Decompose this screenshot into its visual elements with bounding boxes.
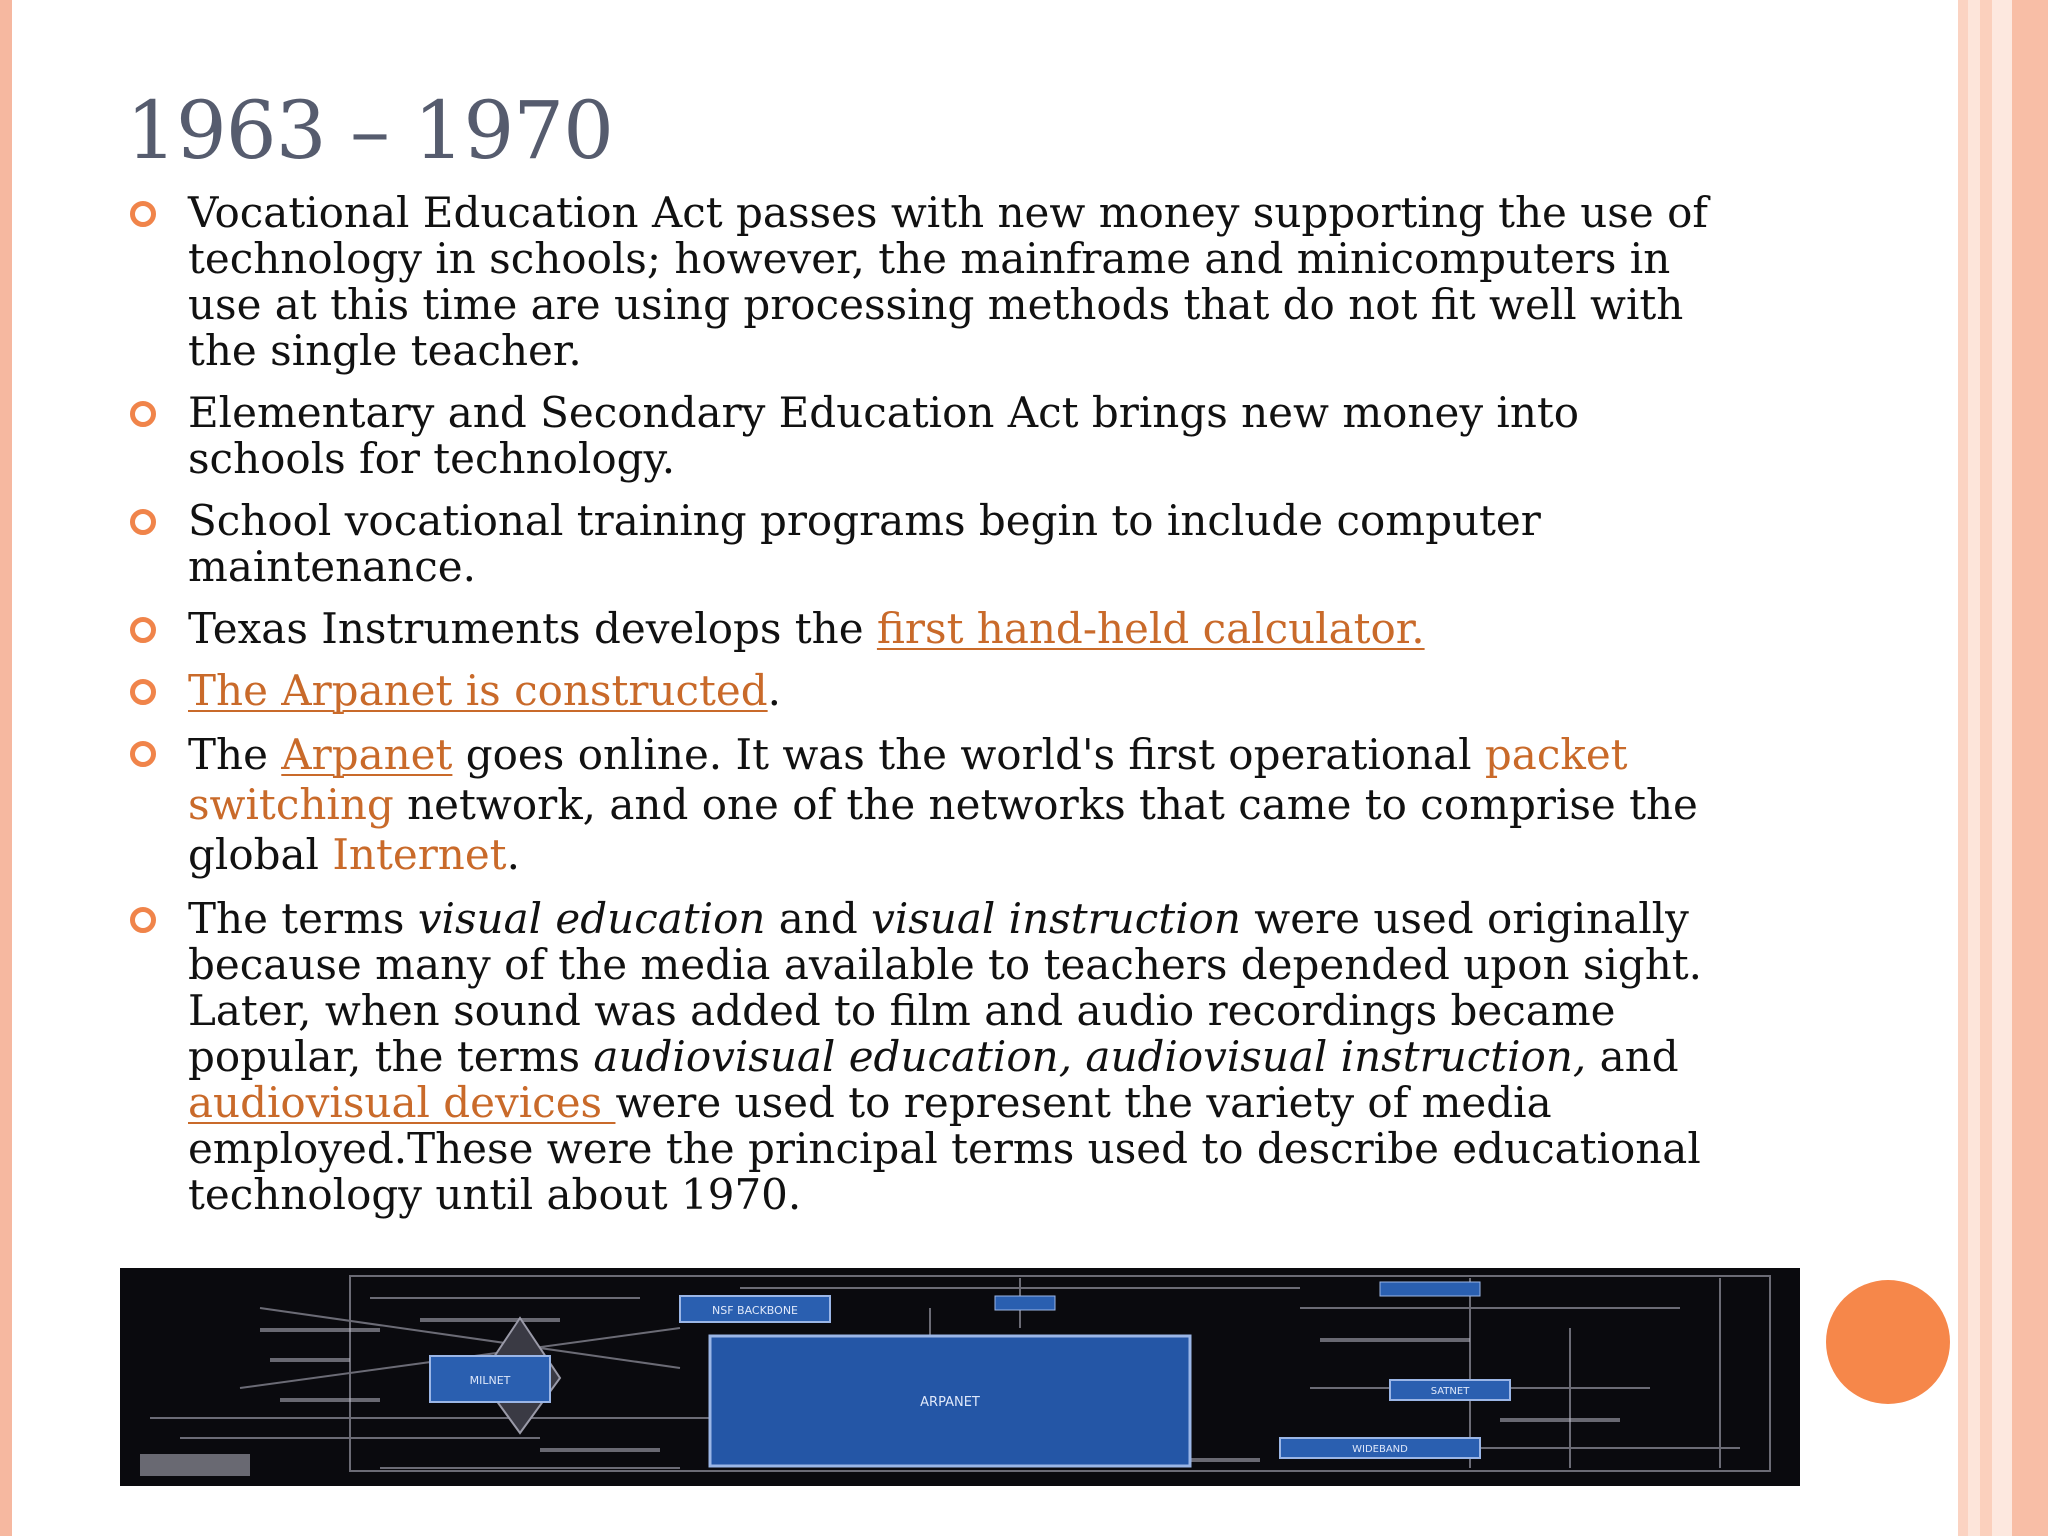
bullet-item (128, 730, 1748, 880)
slide-title: 1963 – 1970 (126, 84, 614, 177)
internet-link[interactable]: Internet (332, 830, 507, 879)
diagram-label: SATNET (1430, 1386, 1470, 1397)
diagram-label: WIDEBAND (1352, 1444, 1408, 1455)
bullet-item (128, 668, 1748, 714)
bullet-item (128, 498, 1748, 590)
packet-switching-link[interactable]: packet switching (188, 730, 1628, 829)
diagram-label: ARPANET (920, 1395, 980, 1410)
bullet-icon (130, 617, 156, 643)
bullet-text: The (188, 730, 282, 779)
bullet-icon (130, 907, 156, 933)
bullet-text: Elementary and Secondary Education Act brings new money into schools for technology. (188, 388, 1580, 483)
diagram-label: MILNET (469, 1374, 511, 1387)
bullet-text: and (1586, 1032, 1679, 1081)
bullet-text: The terms (188, 894, 418, 943)
bullet-text: network, and one of the networks that came to comprise the global (188, 780, 1698, 879)
bullet-item (128, 896, 1748, 1218)
right-border-stripe (2012, 0, 2048, 1536)
bullet-text: Texas Instruments develops the (188, 604, 877, 653)
diagram-label: NSF BACKBONE (712, 1304, 798, 1317)
bullet-item (128, 390, 1748, 482)
arpanet-constructed-link[interactable]: The Arpanet is constructed (188, 666, 768, 715)
arpanet-network-diagram-image (120, 1268, 1800, 1486)
bullet-item (128, 190, 1748, 374)
bullet-text: were used originally because many of the media available to teachers depended upon sight. Later, when sound was added to film and audio recordings became popular, the terms (188, 894, 1703, 1081)
bullet-item (128, 606, 1748, 652)
right-border-stripe (1980, 0, 1992, 1536)
bullet-text: School vocational training programs begin to include computer maintenance. (188, 496, 1541, 591)
decorative-orange-circle (1826, 1280, 1950, 1404)
italic-term: visual instruction (871, 894, 1241, 943)
arpanet-link[interactable]: Arpanet (281, 730, 453, 779)
left-border-stripe (0, 0, 12, 1536)
bullet-text: goes online. It was the world's first operational (452, 730, 1485, 779)
bullet-list (128, 190, 1748, 1234)
right-border-stripe (1992, 0, 2012, 1536)
bullet-text: were used to represent the variety of media employed.These were the principal terms used to describe educational technology until about 1970. (188, 1078, 1701, 1219)
bullet-icon (130, 201, 156, 227)
bullet-icon (130, 401, 156, 427)
italic-term: audiovisual education, audiovisual instruction, (593, 1032, 1587, 1081)
bullet-icon (130, 679, 156, 705)
right-border-stripe (1968, 0, 1980, 1536)
bullet-icon (130, 741, 156, 767)
bullet-text: and (765, 894, 872, 943)
bullet-text: Vocational Education Act passes with new money supporting the use of technology in schools; however, the mainframe and minicomputers in use at this time are using processing methods that do not fit well with the single teacher. (188, 188, 1708, 375)
bullet-text: . (506, 830, 520, 879)
italic-term: visual education (417, 894, 766, 943)
audiovisual-devices-link[interactable]: audiovisual devices (188, 1078, 616, 1127)
right-border-stripe (1958, 0, 1968, 1536)
bullet-icon (130, 509, 156, 535)
bullet-text: . (767, 666, 781, 715)
calculator-link[interactable]: first hand-held calculator. (876, 604, 1425, 653)
